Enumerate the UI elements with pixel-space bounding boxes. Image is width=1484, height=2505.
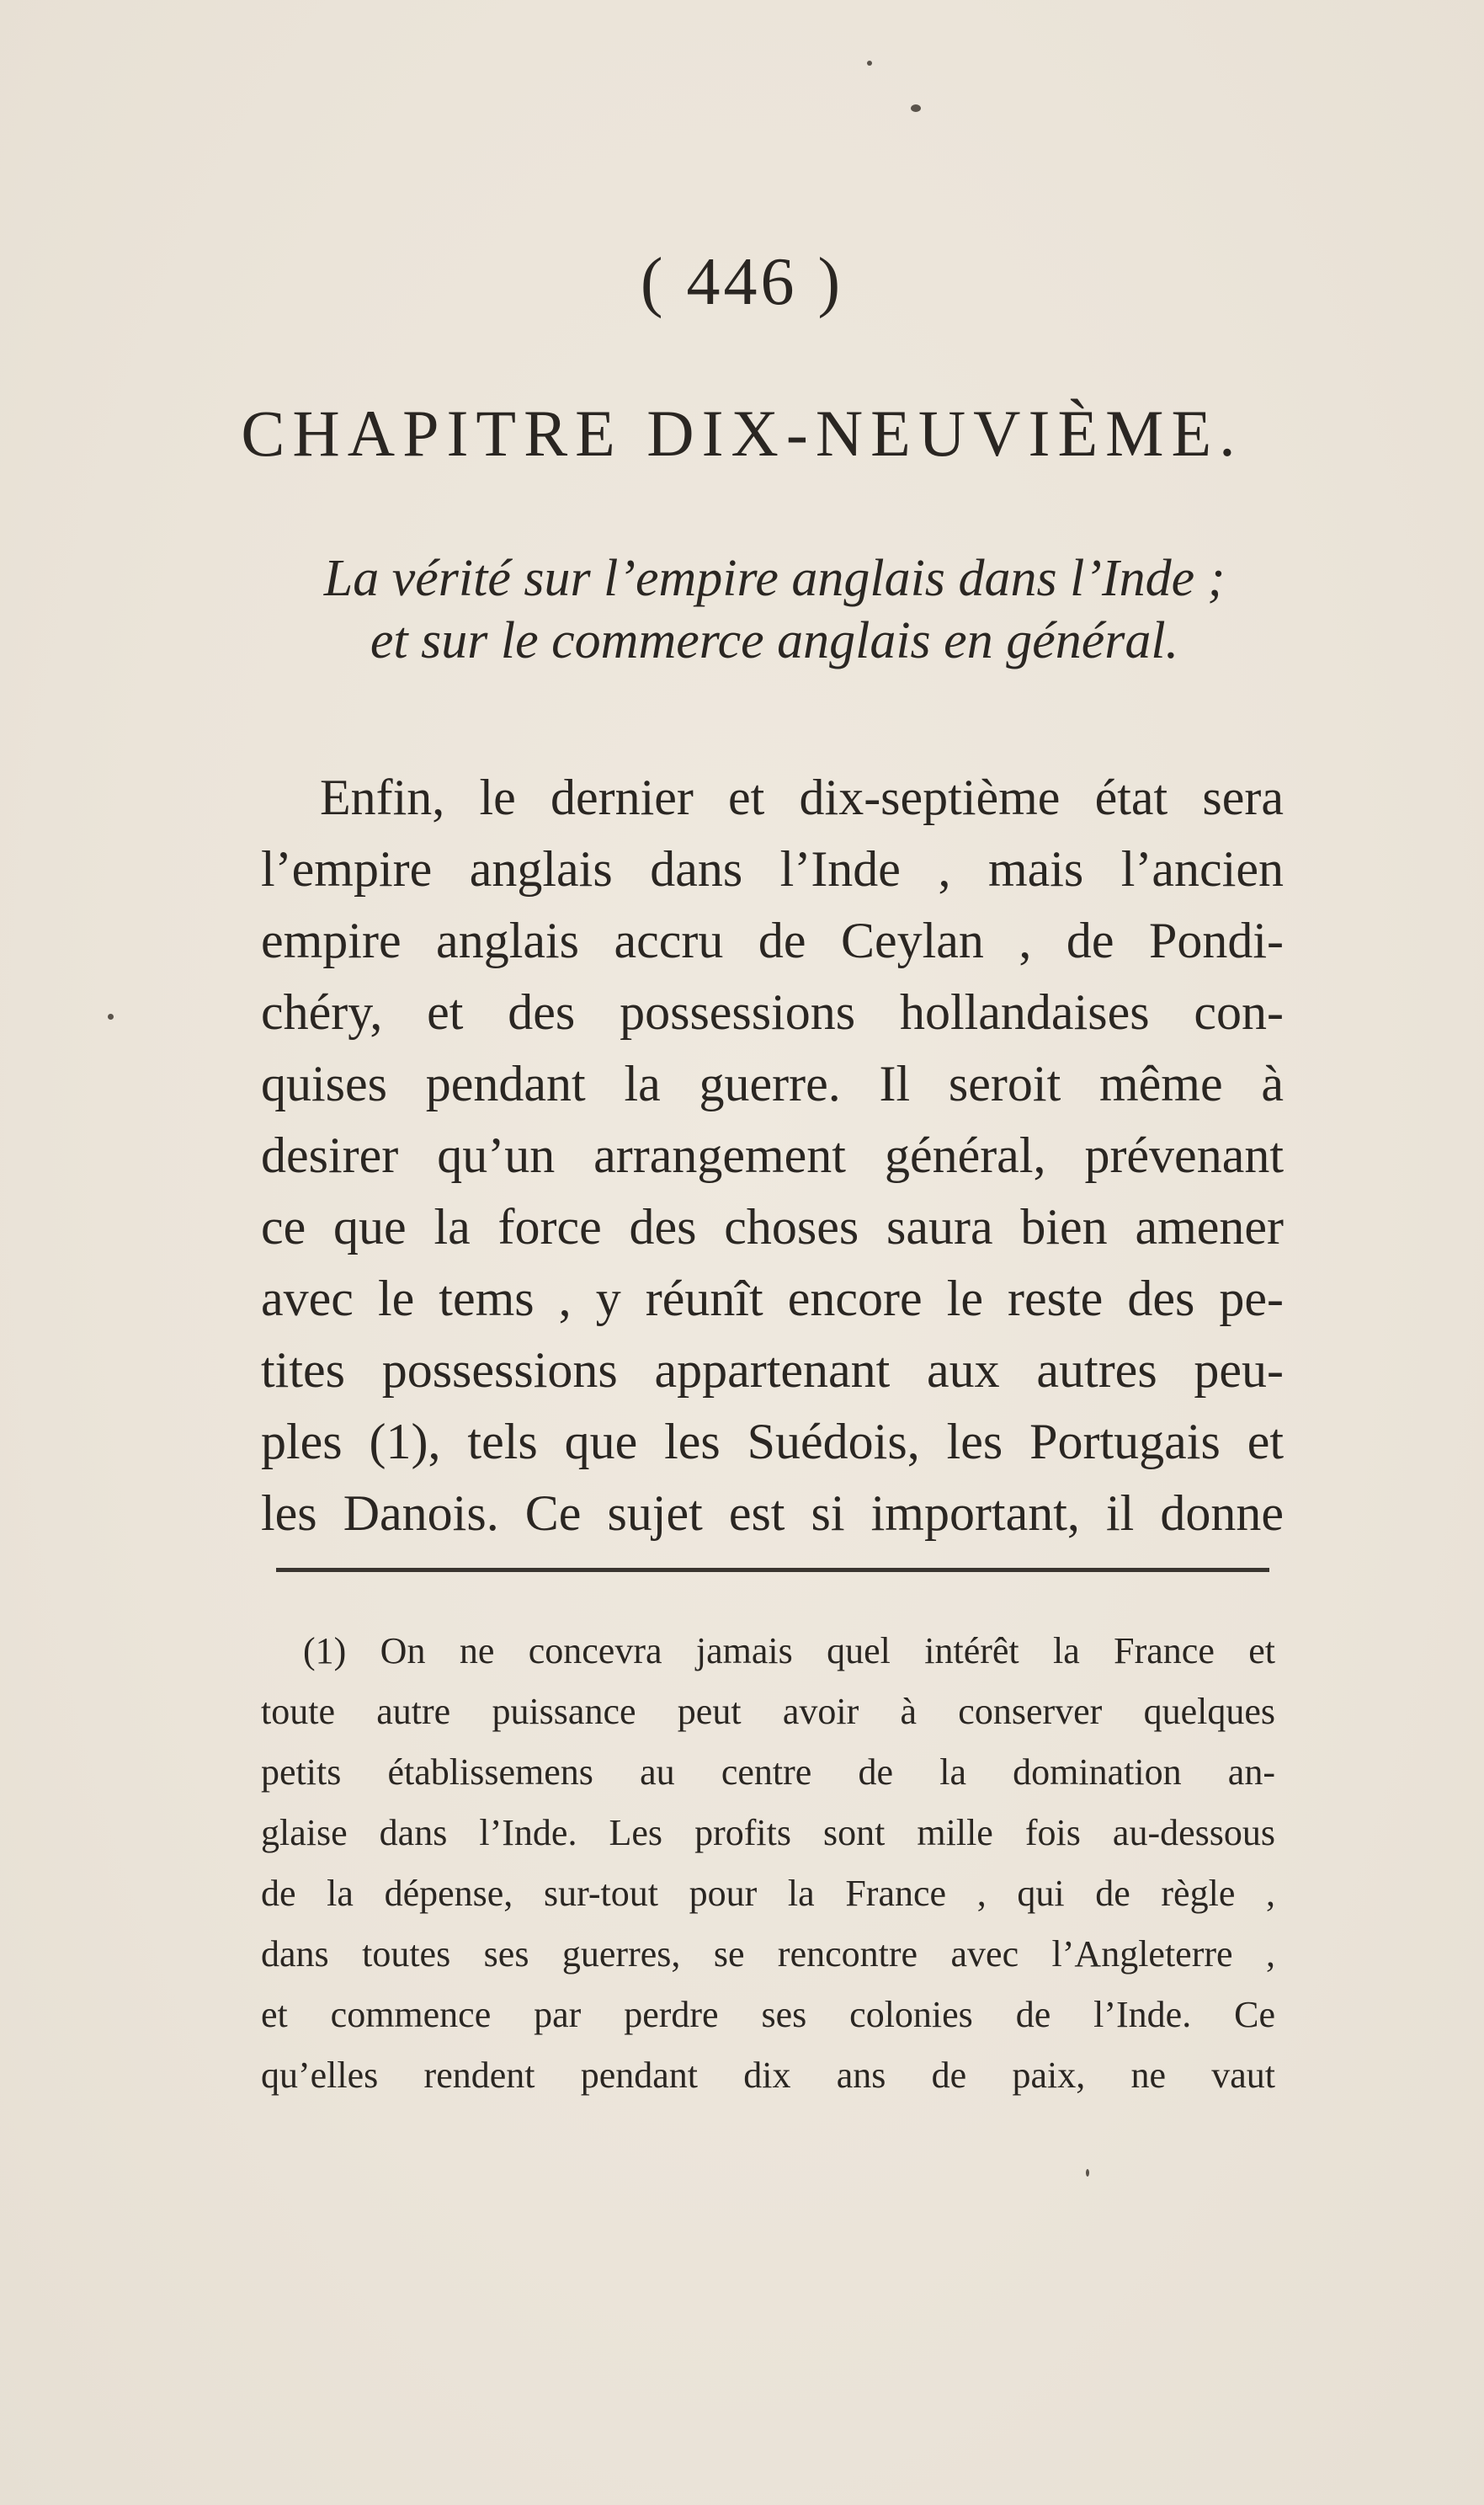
chapter-title: CHAPITRE DIX-NEUVIÈME. <box>241 397 1243 470</box>
body-line: les Danois. Ce sujet est si important, il donne <box>261 1485 1284 1541</box>
body-line: desirer qu’un arrangement général, prévenant <box>261 1127 1284 1183</box>
body-line: Enfin, le dernier et dix-septième état sera <box>320 770 1284 825</box>
footnote-line: toute autre puissance peut avoir à conserver quelques <box>261 1691 1275 1732</box>
chapter-subtitle <box>253 547 1296 672</box>
footnote-separator-rule <box>276 1568 1269 1572</box>
footnote-line: petits établissemens au centre de la domination an- <box>261 1751 1275 1793</box>
body-line: tites possessions appartenant aux autres peu- <box>261 1342 1284 1398</box>
paper-speck <box>867 61 872 66</box>
subtitle-line: et sur le commerce anglais en général. <box>370 612 1179 669</box>
footnote-line: glaise dans l’Inde. Les profits sont mille fois au-dessous <box>261 1812 1275 1853</box>
paper-speck <box>911 104 921 112</box>
body-line: quises pendant la guerre. Il seroit même à <box>261 1056 1284 1111</box>
body-line: l’empire anglais dans l’Inde , mais l’ancien <box>261 841 1284 897</box>
page-number: ( 446 ) <box>640 245 844 319</box>
footnote <box>261 1621 1275 2106</box>
body-line: chéry, et des possessions hollandaises con- <box>261 984 1284 1040</box>
paper-speck <box>1086 2169 1089 2177</box>
body-line: ples (1), tels que les Suédois, les Portugais et <box>261 1414 1284 1469</box>
footnote-line: de la dépense, sur-tout pour la France , qui de règle , <box>261 1873 1275 1914</box>
footnote-line: qu’elles rendent pendant dix ans de paix, ne vaut <box>261 2055 1275 2096</box>
footnote-line: dans toutes ses guerres, se rencontre avec l’Angleterre , <box>261 1933 1275 1975</box>
subtitle-line: La vérité sur l’empire anglais dans l’Inde ; <box>323 550 1226 607</box>
body-line: empire anglais accru de Ceylan , de Pondi- <box>261 913 1284 968</box>
body-paragraph <box>261 762 1284 1549</box>
footnote-line: et commence par perdre ses colonies de l’Inde. Ce <box>261 1994 1275 2035</box>
paper-speck <box>108 1014 114 1020</box>
footnote-line: (1) On ne concevra jamais quel intérêt la France et <box>303 1630 1275 1671</box>
body-line: avec le tems , y réunît encore le reste des pe- <box>261 1271 1284 1326</box>
body-line: ce que la force des choses saura bien amener <box>261 1199 1284 1255</box>
